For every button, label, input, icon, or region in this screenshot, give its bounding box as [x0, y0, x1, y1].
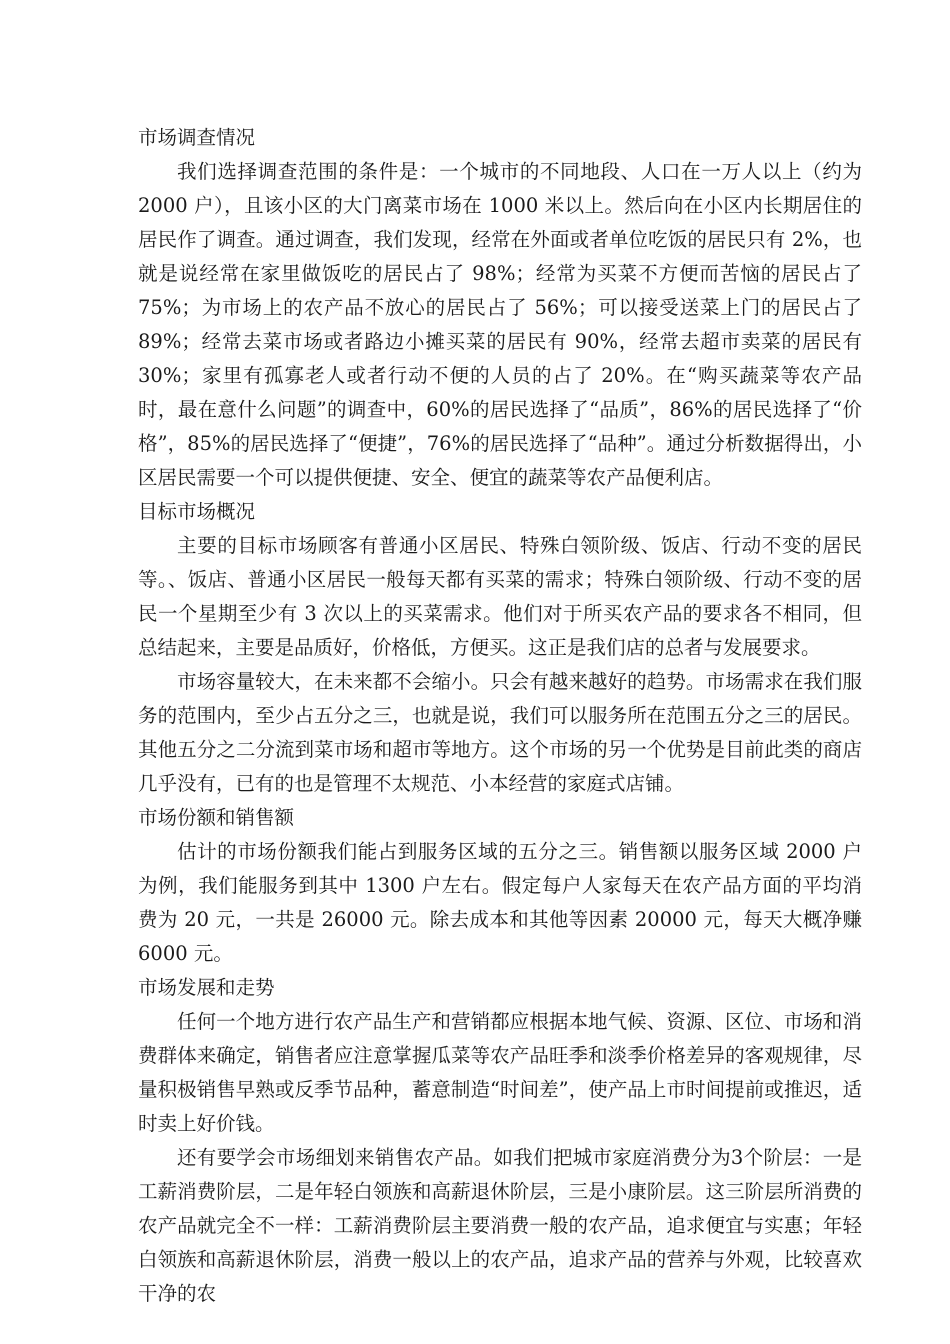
target-market-paragraph-1: 主要的目标市场顾客有普通小区居民、特殊白领阶级、饭店、行动不变的居民等。、饭店、普通小区居民一般每天都有买菜的需求；特殊白领阶级、行动不变的居民一个星期至少有 3 次以上的买菜需求。他们对于所买农产品的要求各不相同，但总结起来，主要是品质好，价格低，方便买。这正是我们店的总者与发展要求。	[138, 534, 862, 659]
section-heading-target-market: 目标市场概况	[138, 500, 256, 523]
section-heading-market-share: 市场份额和销售额	[138, 806, 295, 829]
market-trend-paragraph-1: 任何一个地方进行农产品生产和营销都应根据本地气候、资源、区位、市场和消费群体来确定，销售者应注意掌握瓜菜等农产品旺季和淡季价格差异的客观规律，尽量积极销售早熟或反季节品种，蓄意制造“时间差”，使产品上市时间提前或推迟，适时卖上好价钱。	[138, 1010, 862, 1135]
market-trend-paragraph-2: 还有要学会市场细划来销售农产品。如我们把城市家庭消费分为3个阶层：一是工薪消费阶层，二是年轻白领族和高薪退休阶层，三是小康阶层。这三阶层所消费的农产品就完全不一样：工薪消费阶层主要消费一般的农产品，追求便宜与实惠；年轻白领族和高薪退休阶层，消费一般以上的农产品，追求产品的营养与外观，比较喜欢干净的农	[138, 1146, 862, 1305]
survey-paragraph: 我们选择调查范围的条件是：一个城市的不同地段、人口在一万人以上（约为 2000 户），且该小区的大门离菜市场在 1000 米以上。然后向在小区内长期居住的居民作了调查。通过调查，我们发现，经常在外面或者单位吃饭的居民只有 2%，也就是说经常在家里做饭吃的居民占了 98%；经常为买菜不方便而苦恼的居民占了 75%；为市场上的农产品不放心的居民占了 56%；可以接受送菜上门的居民占了 89%；经常去菜市场或者路边小摊买菜的居民有 90%，经常去超市卖菜的居民有 30%；家里有孤寡老人或者行动不便的人员的占了 20%。在“购买蔬菜等农产品时，最在意什么问题”的调查中，60%的居民选择了“品质”，86%的居民选择了“价格”，85%的居民选择了“便捷”，76%的居民选择了“品种”。通过分析数据得出，小区居民需要一个可以提供便捷、安全、便宜的蔬菜等农产品便利店。	[138, 160, 862, 489]
market-share-paragraph: 估计的市场份额我们能占到服务区域的五分之三。销售额以服务区域 2000 户为例，我们能服务到其中 1300 户左右。假定每户人家每天在农产品方面的平均消费为 20 元，一共是 26000 元。除去成本和其他等因素 20000 元，每天大概净赚 6000 元。	[138, 840, 862, 965]
section-heading-survey: 市场调查情况	[138, 126, 256, 149]
target-market-paragraph-2: 市场容量较大，在未来都不会缩小。只会有越来越好的趋势。市场需求在我们服务的范围内，至少占五分之三，也就是说，我们可以服务所在范围五分之三的居民。其他五分之二分流到菜市场和超市等地方。这个市场的另一个优势是目前此类的商店几乎没有，已有的也是管理不太规范、小本经营的家庭式店铺。	[138, 670, 862, 795]
document-page	[138, 121, 862, 1311]
section-heading-market-trend: 市场发展和走势	[138, 976, 275, 999]
